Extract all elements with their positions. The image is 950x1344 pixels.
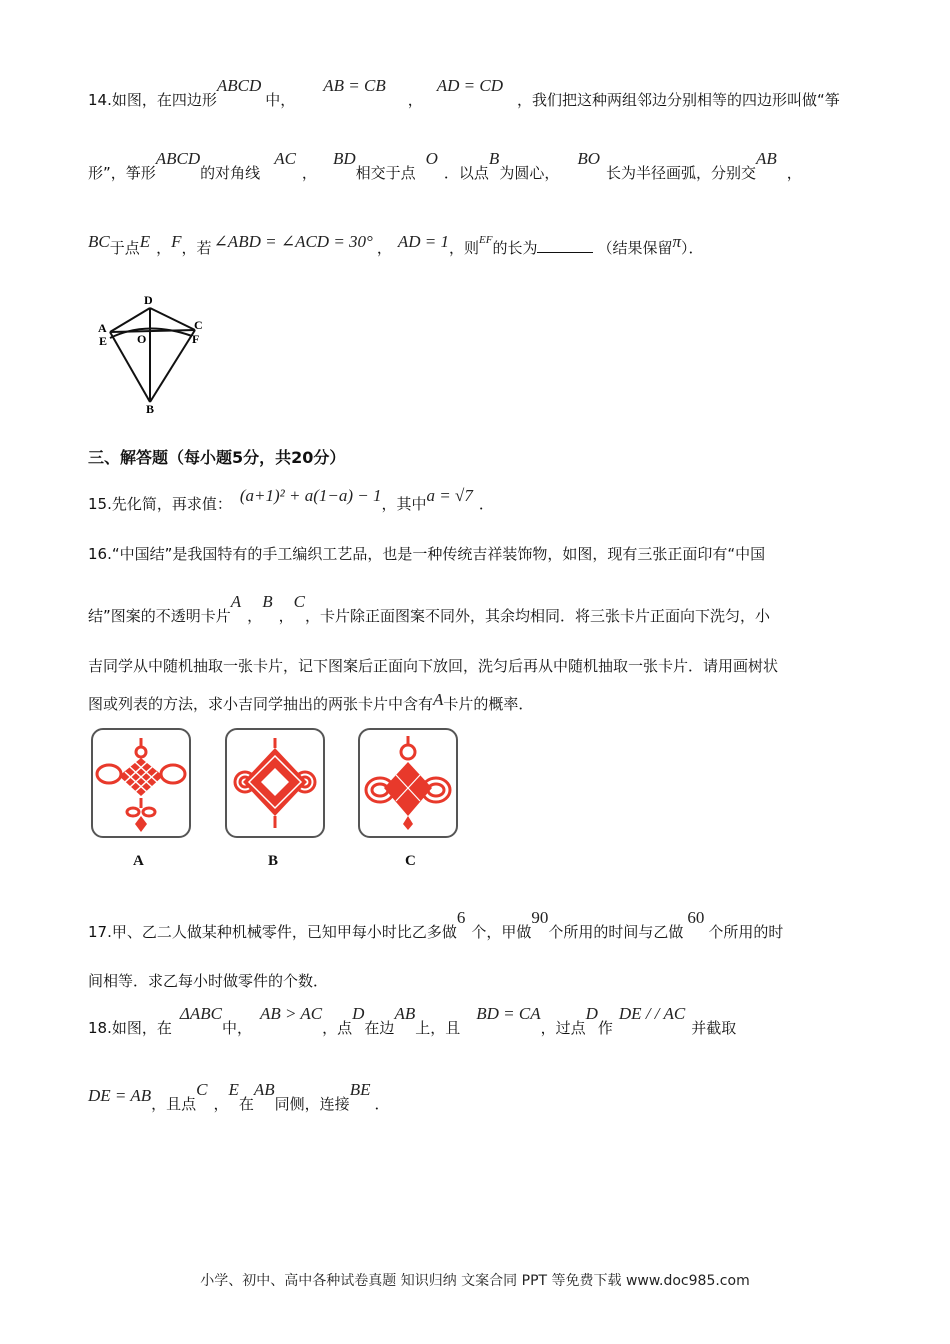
q14-line-1 <box>88 76 840 110</box>
math-90: 90 <box>531 908 549 927</box>
math-b: B <box>262 592 273 611</box>
text: 个所用的时间与乙做 <box>548 923 684 941</box>
math-ac: AC <box>274 149 296 168</box>
text: ， <box>278 607 294 625</box>
math-e: E <box>139 232 151 251</box>
math-bd: BD <box>332 149 356 168</box>
q16-line-2 <box>88 592 770 626</box>
card-label-c: C <box>405 853 416 869</box>
math-abcd: ABCD <box>216 76 262 95</box>
text: ，卡片除正面图案不同外，其余均相同．将三张卡片正面向下洗匀，小 <box>304 607 770 625</box>
chinese-knot-c-icon <box>360 730 456 836</box>
math-bo: BO <box>577 149 600 168</box>
math-ab-eq-cb: AB = CB <box>323 76 386 95</box>
math-triangle-abc: ΔABC <box>179 1004 222 1023</box>
kite-figure <box>95 290 215 415</box>
q17-line-2: 间相等．求乙每小时做零件的个数． <box>88 972 329 990</box>
math-d: D <box>585 1004 598 1023</box>
math-pi: π <box>672 232 682 251</box>
label-a: A <box>98 321 107 335</box>
math-ab-gt-ac: AB > AC <box>259 1004 323 1023</box>
text: 长为半径画弧，分别交 <box>606 164 757 182</box>
q17-line-1 <box>88 908 784 942</box>
text: 卡片的概率． <box>443 695 534 713</box>
math-c: C <box>196 1080 208 1099</box>
text: 上，且 <box>415 1019 461 1037</box>
q18-line-1 <box>88 1004 737 1038</box>
text: 作 <box>597 1019 613 1037</box>
text: ，过点 <box>540 1019 586 1037</box>
math-de-parallel-ac: DE / / AC <box>618 1004 686 1023</box>
text: ，我们把这种两组邻边分别相等的四边形叫做“筝 <box>517 91 840 109</box>
text: 15.先化简，再求值： <box>88 495 232 513</box>
section-title: 三、解答题（每小题5分，共20分） <box>88 448 346 467</box>
chinese-knot-b-icon <box>227 730 323 836</box>
text: 同侧，连接 <box>274 1095 350 1113</box>
text: ）． <box>681 239 704 257</box>
text: 相交于点 <box>355 164 416 182</box>
card-label-b: B <box>268 853 279 869</box>
math-a: A <box>230 592 242 611</box>
card-label-a: A <box>133 853 144 869</box>
text: ， <box>213 1095 229 1113</box>
q14-line-3 <box>88 232 704 260</box>
text: ，若 <box>181 239 212 257</box>
math-expression: (a+1)² + a(1−a) − 1 <box>239 486 382 505</box>
math-bd-eq-ca: BD = CA <box>476 1004 541 1023</box>
text: 并截取 <box>691 1019 737 1037</box>
math-be: BE <box>349 1080 371 1099</box>
math-a-value: a = √7 <box>426 486 473 505</box>
text: 17.甲、乙二人做某种机械零件，已知甲每小时比乙多做 <box>88 923 457 941</box>
math-abcd: ABCD <box>155 149 201 168</box>
chinese-knot-a-icon <box>93 730 189 836</box>
label-o: O <box>137 332 147 346</box>
footer-banner: 小学、初中、高中各种试卷真题 知识归纳 文案合同 PPT 等免费下载 www.doc985.com <box>200 1273 750 1289</box>
math-ad-eq-1: AD = 1 <box>397 232 449 251</box>
math-b: B <box>488 149 500 168</box>
text: （结果保留 <box>597 239 673 257</box>
math-ab: AB <box>394 1004 416 1023</box>
card-a <box>91 728 191 838</box>
text: ，其中 <box>381 495 427 513</box>
text: 个，甲做 <box>471 923 532 941</box>
text: 图或列表的方法，求小吉同学抽出的两张卡片中含有 <box>88 695 434 713</box>
q16-line-4 <box>88 690 534 714</box>
label-d: D <box>144 293 153 307</box>
label-f: F <box>192 332 200 346</box>
text: ， <box>156 239 172 257</box>
text: 为圆心， <box>499 164 560 182</box>
math-e: E <box>228 1080 239 1099</box>
text: 在边 <box>364 1019 395 1037</box>
math-6: 6 <box>456 908 466 927</box>
text: ， <box>407 91 423 109</box>
math-o: O <box>425 149 438 168</box>
text: ， <box>786 164 802 182</box>
math-60: 60 <box>687 908 705 927</box>
text: 结”图案的不透明卡片 <box>88 607 231 625</box>
text: ，且点 <box>151 1095 197 1113</box>
card-b <box>225 728 325 838</box>
math-angle-condition: ∠ABD = ∠ACD = 30° <box>213 232 373 251</box>
label-e: E <box>99 334 108 348</box>
text: ． <box>374 1095 390 1113</box>
q15-line <box>88 486 494 514</box>
q16-line-1: 16.“中国结”是我国特有的手工编织工艺品，也是一种传统吉祥装饰物，如图，现有三张正面印有“中国 <box>88 545 766 563</box>
text: 中， <box>221 1019 252 1037</box>
label-b: B <box>146 402 155 415</box>
answer-blank <box>537 238 593 253</box>
math-c: C <box>293 592 305 611</box>
math-f: F <box>171 232 182 251</box>
math-d: D <box>352 1004 365 1023</box>
q16-line-3: 吉同学从中随机抽取一张卡片，记下图案后正面向下放回，洗匀后再从中随机抽取一张卡片．请用画树状 <box>88 657 779 675</box>
text: 个所用的时 <box>708 923 784 941</box>
math-a: A <box>433 690 444 709</box>
card-c <box>358 728 458 838</box>
text: 18.如图，在 <box>88 1019 172 1037</box>
math-de-eq-ab: DE = AB <box>88 1086 152 1105</box>
text: ， <box>301 164 317 182</box>
text: 在 <box>238 1095 254 1113</box>
text: 于点 <box>109 239 140 257</box>
math-ab: AB <box>756 149 777 168</box>
text: 形”，筝形 <box>88 164 156 182</box>
text: ， <box>376 239 392 257</box>
math-arc-ef: EF <box>479 234 493 246</box>
text: 中， <box>265 91 296 109</box>
text: 14.如图，在四边形 <box>88 91 217 109</box>
q18-line-2 <box>88 1080 390 1114</box>
text: 的长为 <box>492 239 538 257</box>
math-bc: BC <box>88 232 110 251</box>
text: ，则 <box>449 239 480 257</box>
math-ad-eq-cd: AD = CD <box>436 76 503 95</box>
label-c: C <box>194 318 203 332</box>
text: ． <box>478 495 494 513</box>
text: 的对角线 <box>200 164 261 182</box>
q14-line-2 <box>88 149 802 183</box>
text: ．以点 <box>443 164 489 182</box>
text: ，点 <box>322 1019 353 1037</box>
math-ab: AB <box>253 1080 275 1099</box>
text: ， <box>247 607 263 625</box>
